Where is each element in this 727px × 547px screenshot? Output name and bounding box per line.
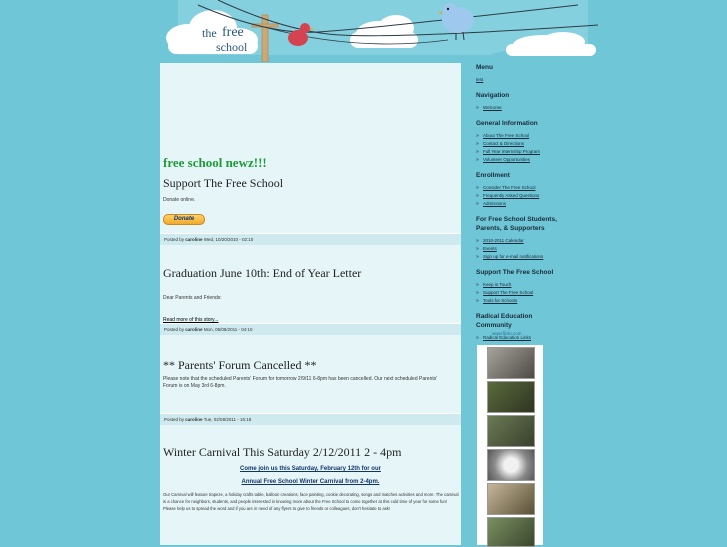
sidebar-item-consider[interactable]: » Consider The Free School	[475, 184, 565, 192]
post-body: Please note that the scheduled Parents' Forum for tomorrow 2/9/11 6-8pm has been cancelled. Our next scheduled Parents' Forum is on May 3rd 6-8pm.	[163, 376, 438, 389]
site-heading: free school newz!!!	[163, 155, 267, 170]
post-body: Dear Parents and Friends:	[163, 295, 222, 301]
author-link[interactable]: caroline	[185, 327, 203, 332]
post-title[interactable]: Support The Free School	[163, 176, 284, 190]
post-winter-carnival	[160, 444, 461, 512]
sidebar-item-radical-links[interactable]: » Radical Education Links	[475, 334, 565, 342]
logo-the: the	[202, 26, 217, 40]
photo-thumbnail[interactable]	[487, 517, 535, 547]
navigation-list	[475, 104, 565, 112]
sidebar-item-keep-in-touch[interactable]: » Keep in Touch	[475, 281, 565, 289]
sidebar-item-test[interactable]: test	[476, 77, 484, 82]
post-date: Mon, 05/08/2011 - 04:10	[203, 327, 253, 332]
post-body: Donate online.	[163, 197, 196, 203]
author-link[interactable]: caroline	[185, 417, 203, 422]
post-date: Tue, 02/08/2011 - 16:18	[203, 417, 252, 422]
sidebar-title-support: Support The Free School	[476, 269, 554, 276]
site-logo[interactable]	[200, 26, 260, 60]
logo-free: free	[222, 25, 244, 40]
post-meta: Posted by caroline Tue, 02/08/2011 - 16:18	[160, 413, 461, 425]
sidebar-item-email-signup[interactable]: » Sign up for e-mail notifications	[475, 253, 565, 261]
sidebar	[475, 63, 565, 349]
photo-thumbnail[interactable]	[487, 381, 535, 413]
post-meta: Posted by caroline Mon, 05/08/2011 - 04:10	[160, 323, 461, 335]
post-meta: Posted by caroline Wed, 10/20/2010 - 02:10	[160, 233, 461, 245]
sidebar-title-general: General Information	[476, 120, 538, 127]
students-list	[475, 237, 565, 261]
general-list	[475, 132, 565, 164]
sidebar-item-volunteer[interactable]: » Volunteer Opportunities	[475, 156, 565, 164]
sidebar-item-welcome[interactable]: » Welcome	[475, 104, 565, 112]
sidebar-item-about[interactable]: » About The Free School	[475, 132, 565, 140]
donate-button[interactable]: Donate	[163, 214, 205, 225]
post-title[interactable]: ** Parents' Forum Cancelled **	[163, 358, 317, 372]
sidebar-title-students: For Free School Students, Parents, & Supporters	[476, 216, 557, 232]
post-title[interactable]: Winter Carnival This Saturday 2/12/2011 2 - 4pm	[163, 445, 402, 459]
ad-space	[160, 63, 461, 155]
photo-strip	[477, 345, 543, 545]
photo-thumbnail[interactable]	[487, 347, 535, 379]
post-support	[160, 175, 461, 245]
carnival-link-1[interactable]: Come join us this Saturday, February 12th for our	[240, 466, 381, 472]
sidebar-title-enrollment: Enrollment	[476, 172, 510, 179]
enrollment-list	[475, 184, 565, 208]
sidebar-item-support[interactable]: » Support The Free School	[475, 289, 565, 297]
post-title[interactable]: Graduation June 10th: End of Year Letter	[163, 266, 362, 280]
sidebar-item-faq[interactable]: » Frequently Asked Questions	[475, 192, 565, 200]
sidebar-title-navigation: Navigation	[476, 92, 510, 99]
support-list	[475, 281, 565, 305]
photo-thumbnail[interactable]	[487, 449, 535, 481]
post-body: Our Carnival will feature trapeze, a holiday crafts table, balloon creations, face painting, cookie decorating, songs and matches activities and more. The carnival is a chance for neighbors, students, and people interested in knowing more about the Free School to come together at this cold time of year for some fun! Please help us to spread the word and if you are in need of any flyers to give to friends or colleagues, don't hesitate to ask!	[163, 492, 459, 511]
sidebar-item-contact[interactable]: » Contact & Directions	[475, 140, 565, 148]
post-parents-forum	[160, 357, 461, 425]
sidebar-item-tools[interactable]: » Tools for Schools	[475, 297, 565, 305]
flickr-link[interactable]: www.flickr.com	[492, 331, 522, 336]
sidebar-title-radical: Radical Education Community	[476, 313, 533, 329]
site-header	[158, 0, 598, 62]
sidebar-title-menu: Menu	[476, 64, 493, 71]
post-graduation	[160, 265, 461, 335]
sidebar-item-internship[interactable]: » Full Year Internship Program	[475, 148, 565, 156]
sidebar-item-events[interactable]: » Events	[475, 245, 565, 253]
sidebar-item-admissions[interactable]: » Admissions	[475, 200, 565, 208]
post-date: Wed, 10/20/2010 - 02:10	[203, 237, 254, 242]
read-more-link[interactable]: Read more of this story...	[163, 317, 219, 323]
author-link[interactable]: caroline	[185, 237, 203, 242]
photo-thumbnail[interactable]	[487, 415, 535, 447]
photo-thumbnail[interactable]	[487, 483, 535, 515]
logo-school: school	[216, 40, 248, 54]
sidebar-item-calendar[interactable]: » 2010-2011 Calendar	[475, 237, 565, 245]
main-content	[160, 63, 461, 545]
carnival-link-2[interactable]: Annual Free School Winter Carnival from 2-4pm.	[241, 479, 380, 485]
